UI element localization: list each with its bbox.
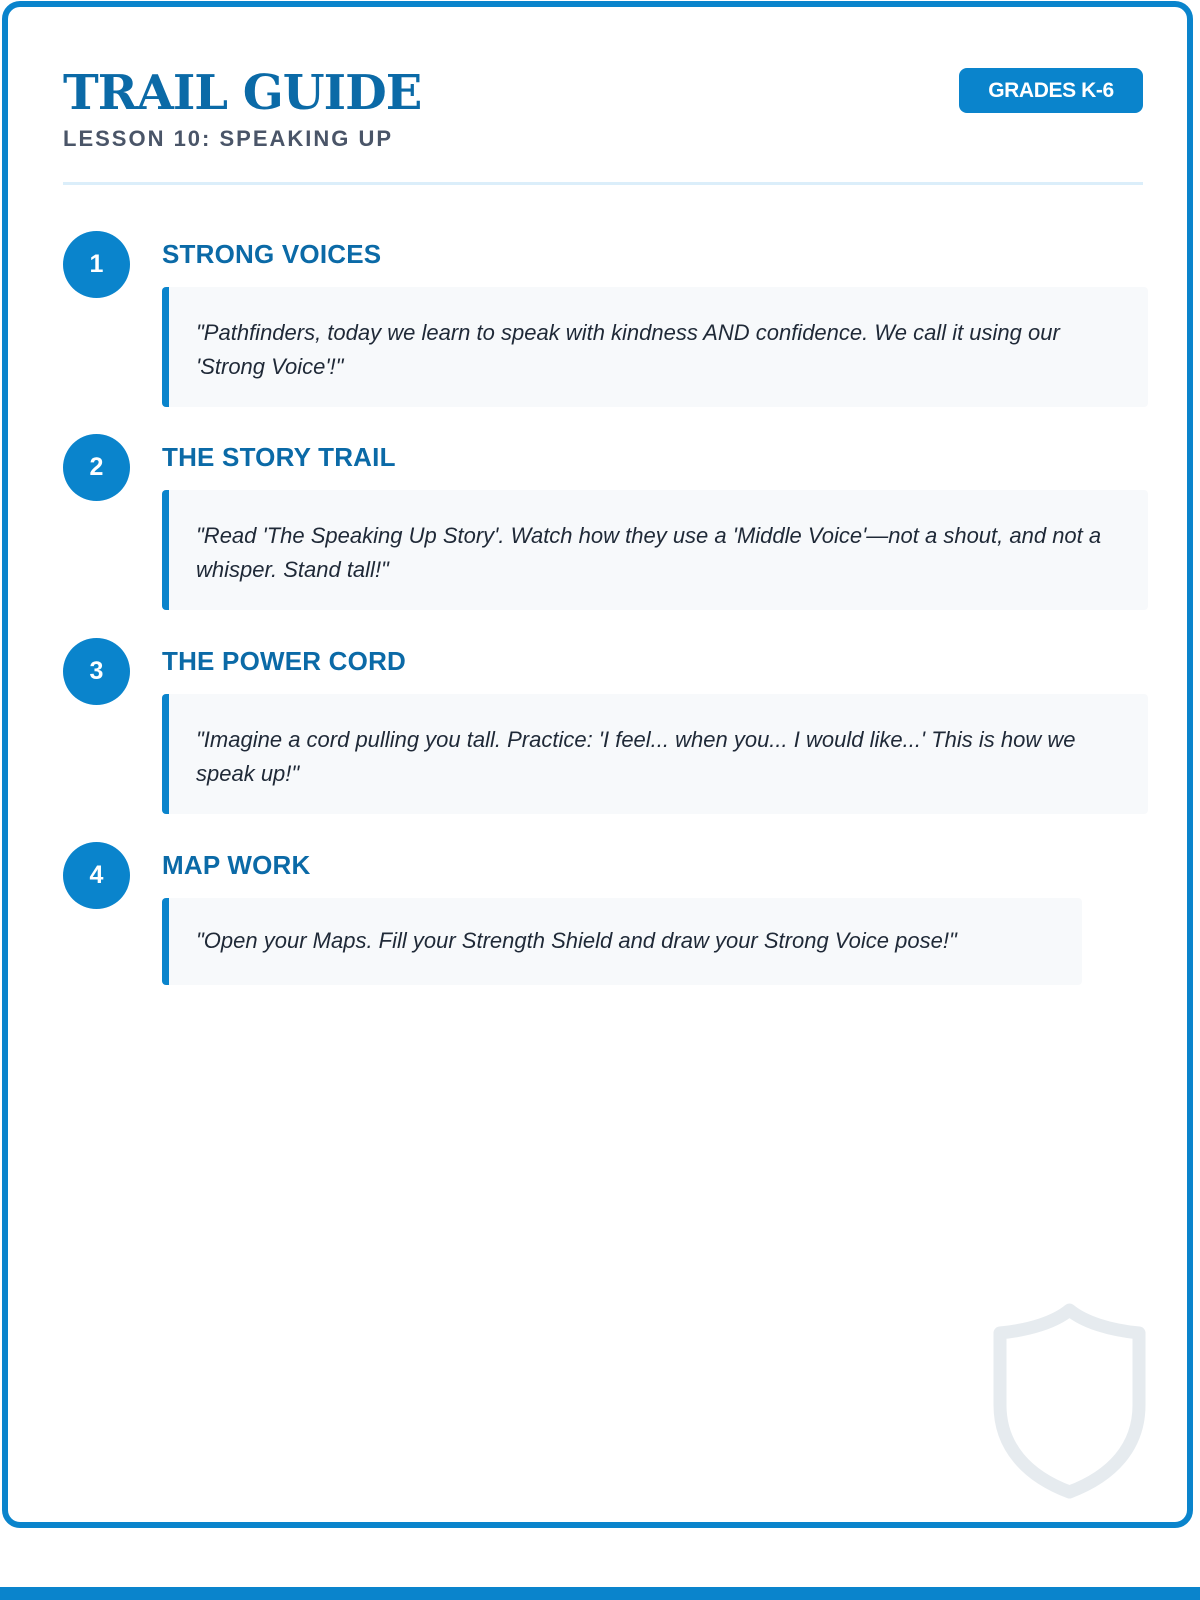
step-number-badge: 4 [63, 842, 130, 909]
step-number-badge: 3 [63, 638, 130, 705]
header [63, 65, 1143, 185]
step-quote: "Open your Maps. Fill your Strength Shield and draw your Strong Voice pose!" [162, 898, 1082, 985]
step-number-badge: 1 [63, 231, 130, 298]
lesson-subtitle: LESSON 10: SPEAKING UP [63, 126, 394, 151]
step-quote: "Imagine a cord pulling you tall. Practice: 'I feel... when you... I would like...' This is how we speak up!" [162, 694, 1148, 814]
lesson-card [2, 1, 1193, 1528]
step-quote: "Read 'The Speaking Up Story'. Watch how they use a 'Middle Voice'—not a shout, and not a whisper. Stand tall!" [162, 490, 1148, 610]
step-number-badge: 2 [63, 434, 130, 501]
step-title: THE STORY TRAIL [162, 442, 396, 472]
step-title: THE POWER CORD [162, 646, 407, 676]
page-title: TRAIL GUIDE [63, 65, 422, 121]
step-title: MAP WORK [162, 850, 311, 880]
grade-badge: GRADES K-6 [959, 68, 1143, 113]
step-quote: "Pathfinders, today we learn to speak with kindness AND confidence. We call it using our 'Strong Voice'!" [162, 287, 1148, 407]
step-title: STRONG VOICES [162, 239, 382, 269]
shield-icon [988, 1302, 1151, 1499]
bottom-accent-bar [0, 1587, 1200, 1600]
